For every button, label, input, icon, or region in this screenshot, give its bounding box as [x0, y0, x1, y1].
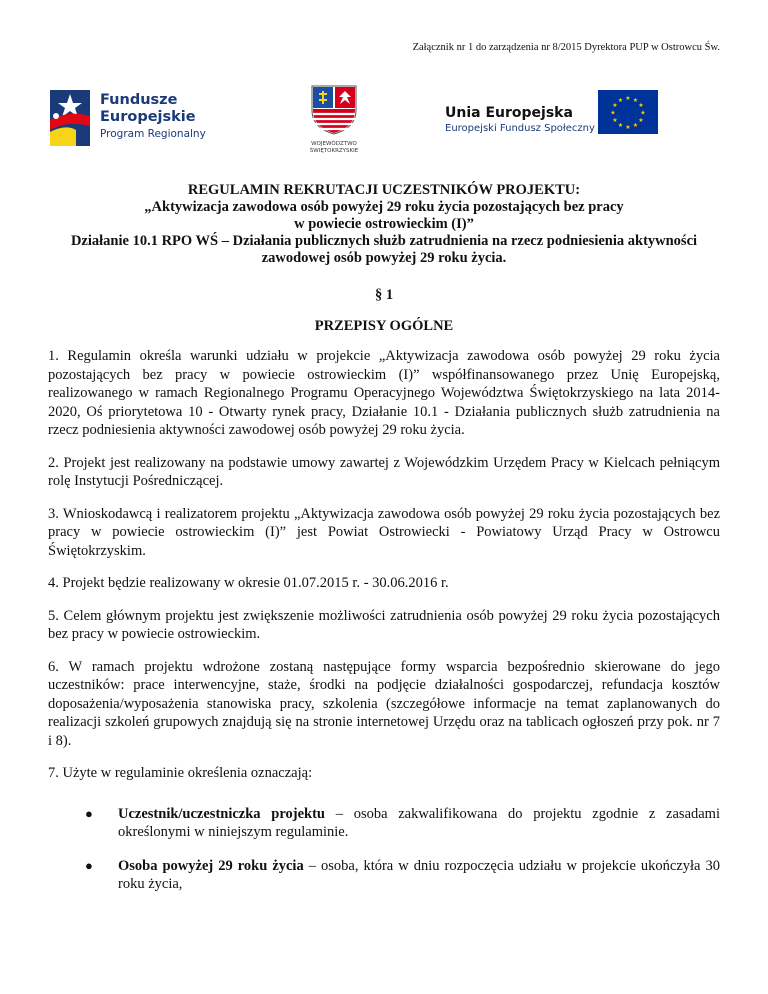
definition-item: [48, 805, 720, 842]
item-5: 5. Celem głównym projektu jest zwiększenie możliwości zatrudnienia osób powyżej 29 roku życia pozostających bez pracy w powiecie ostrowieckim.: [48, 607, 720, 642]
wojewodztwo-swietokrzyskie-logo: [309, 84, 359, 154]
definition-text: – osoba zakwalifikowana do projektu zgodnie z zasadami określonymi w niniejszym regulaminie.: [118, 805, 720, 840]
svg-text:★: ★: [617, 122, 624, 129]
svg-text:★: ★: [612, 117, 618, 124]
document-body: [48, 347, 720, 909]
item-7: 7. Użyte w regulaminie określenia oznaczają:: [48, 765, 313, 781]
definition-term: Osoba powyżej 29 roku życia: [118, 857, 304, 874]
svg-text:★: ★: [617, 97, 624, 104]
svg-text:★: ★: [638, 102, 644, 109]
title-line1: REGULAMIN REKRUTACJI UCZESTNIKÓW PROJEKTU:: [187, 182, 581, 198]
coat-of-arms-icon: [309, 84, 359, 136]
paragraph-mark: § 1: [374, 287, 394, 303]
logo-bar: [0, 82, 768, 162]
title-line3: w powiecie ostrowieckim (I)”: [294, 216, 474, 232]
definitions-list: [48, 805, 720, 894]
svg-text:★: ★: [610, 109, 616, 117]
fundusze-europejskie-logo-icon: [46, 86, 96, 152]
bullet-icon: ●: [85, 857, 93, 873]
item-1: 1. Regulamin określa warunki udziału w projekcie „Aktywizacja zawodowa osób powyżej 29 roku życia pozostających bez pracy w powiecie ostrowieckim (I)” współfinansowanego przez Unię Europejską, realizowanego w ramach Regionalnego Programu Operacyjnego Województwa Świętokrzyskiego na lata 2014-2020, Oś priorytetowa 10 - Otwarty rynek pracy, Działanie 10.1 - Działania publicznych służb zatrudnienia na rzecz podniesienia aktywności zawodowej osób powyżej 29 roku życia.: [48, 348, 720, 438]
item-4: 4. Projekt będzie realizowany w okresie 01.07.2015 r. - 30.06.2016 r.: [48, 575, 449, 591]
ue-line2: Europejski Fundusz Społeczny: [445, 123, 595, 134]
definition-text: – osoba, która w dniu rozpoczęcia udziału w projekcie ukończyła 30 roku życia,: [118, 857, 720, 892]
fe-line3: Program Regionalny: [100, 128, 206, 140]
title-line2: „Aktywizacja zawodowa osób powyżej 29 roku życia pozostających bez pracy: [144, 199, 624, 215]
svg-text:★: ★: [640, 109, 646, 117]
unia-europejska-label: [445, 104, 595, 136]
fe-line2: Europejskie: [100, 109, 196, 125]
svg-text:★: ★: [638, 117, 644, 124]
fundusze-europejskie-label: [100, 92, 206, 142]
section-title: PRZEPISY OGÓLNE: [314, 318, 454, 334]
title-line4: Działanie 10.1 RPO WŚ – Działania publicznych służb zatrudnienia na rzecz podniesienia aktywności: [70, 233, 698, 249]
eu-flag-icon: [598, 90, 658, 134]
svg-text:★: ★: [625, 95, 631, 102]
item-6: 6. W ramach projektu wdrożone zostaną następujące formy wsparcia bezpośrednio skierowane do jego uczestników: prace interwencyjne, staże, środki na podjęcie działalności gospodarczej, refundacja kosztów doposażenia/wyposażenia stanowiska pracy, szkolenia (szczegółowe informacje na temat zaplanowanych do realizacji szkoleń grupowych znajdują się na stronie internetowej Urzędu oraz na tablicach ogłoszeń przy pok. nr 7 i 8).: [48, 658, 720, 749]
document-title: [30, 182, 738, 267]
svg-text:★: ★: [612, 102, 618, 109]
ws-line1: WOJEWÓDZTWO: [311, 141, 357, 147]
svg-text:★: ★: [632, 122, 639, 129]
fe-line1: Fundusze: [100, 92, 178, 108]
attachment-note: Załącznik nr 1 do zarządzenia nr 8/2015 Dyrektora PUP w Ostrowcu Św.: [412, 42, 720, 53]
item-3: 3. Wnioskodawcą i realizatorem projektu „Aktywizacja zawodowa osób powyżej 29 roku życia pozostających bez pracy w powiecie ostrowieckim (I)” jest Powiat Ostrowiecki - Powiatowy Urząd Pracy w Ostrowcu Świętokrzyskim.: [48, 505, 720, 559]
definition-term: Uczestnik/uczestniczka projektu: [118, 805, 325, 822]
title-line5: zawodowej osób powyżej 29 roku życia.: [261, 250, 507, 266]
ws-line2: ŚWIĘTOKRZYSKIE: [309, 147, 359, 154]
svg-text:★: ★: [625, 124, 631, 131]
ue-line1: Unia Europejska: [445, 105, 573, 121]
item-2: 2. Projekt jest realizowany na podstawie umowy zawartej z Wojewódzkim Urzędem Pracy w Kielcach pełniącym rolę Instytucji Pośredniczącej.: [48, 454, 720, 489]
bullet-icon: ●: [85, 805, 93, 821]
svg-text:★: ★: [632, 97, 639, 104]
definition-item: [48, 857, 720, 894]
